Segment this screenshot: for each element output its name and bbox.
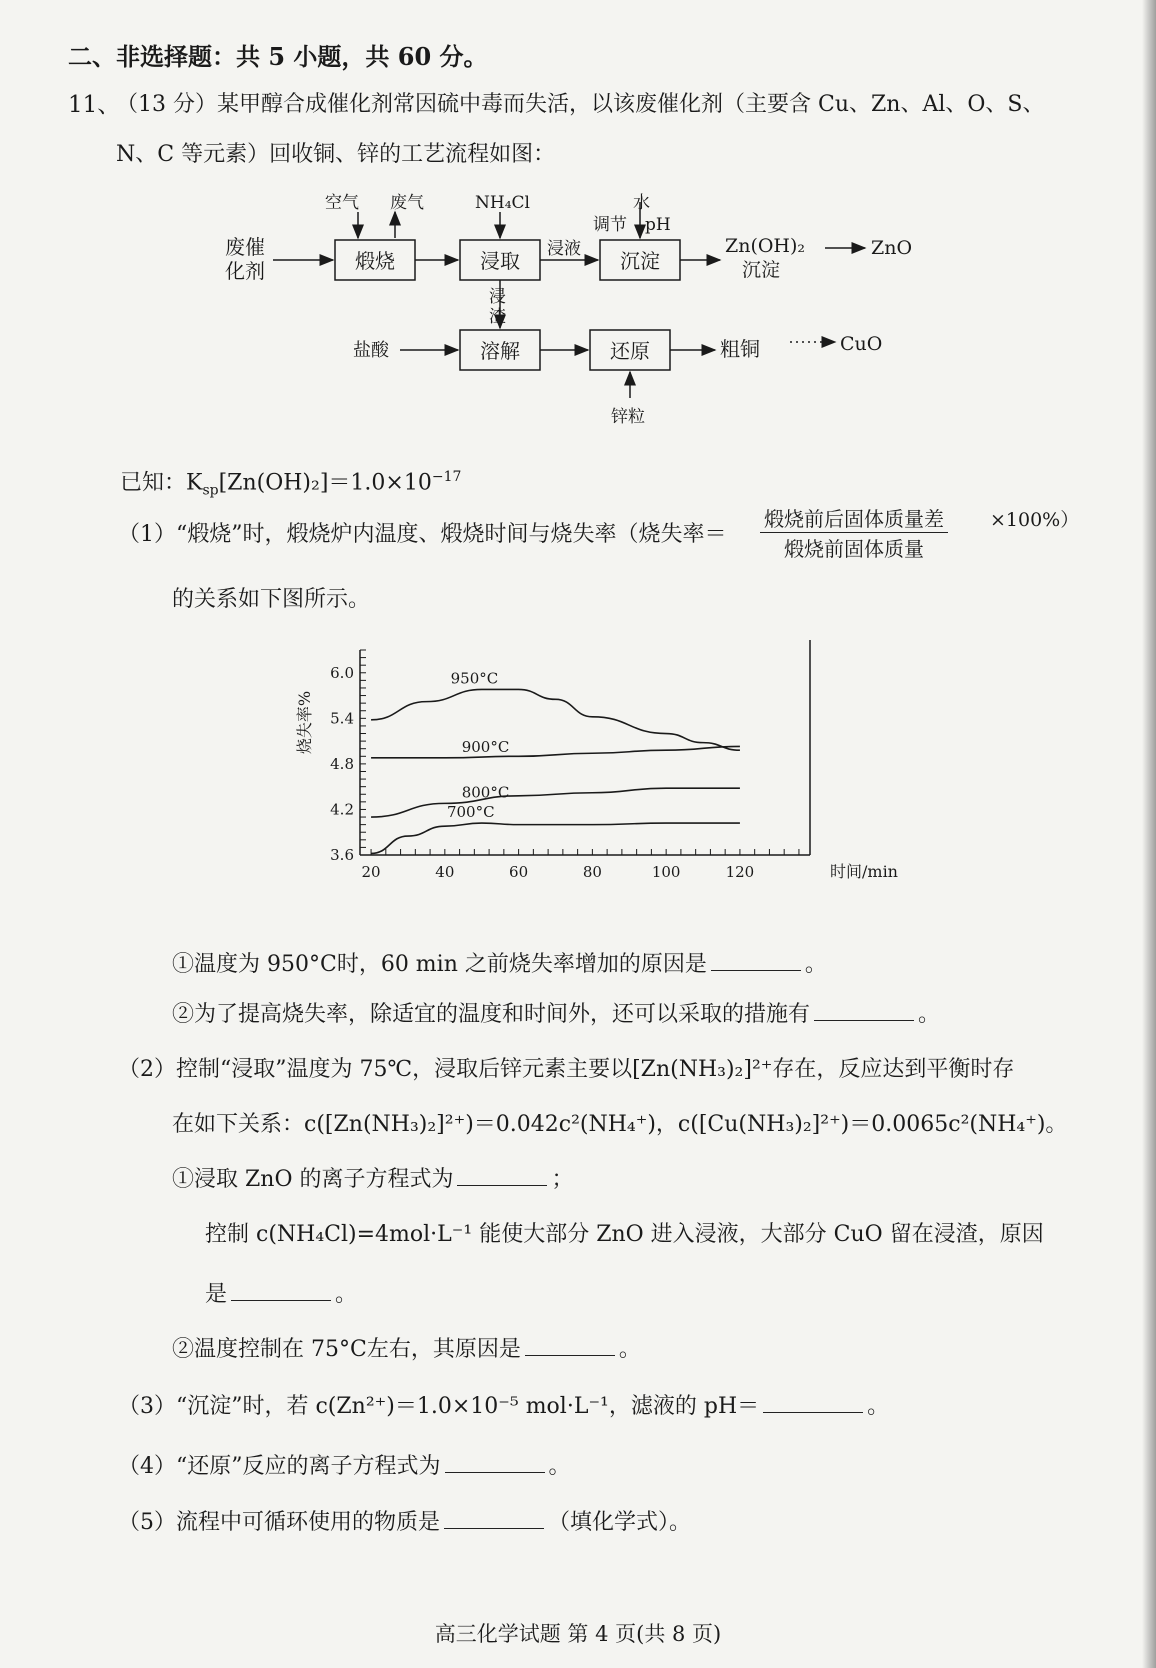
part1-q1: ①温度为 950°C时，60 min 之前烧失率增加的原因是 。	[172, 952, 827, 977]
y-tick-label: 3.6	[330, 846, 354, 864]
ph-label: pH	[645, 215, 671, 235]
x-tick-label: 40	[435, 863, 455, 881]
part1-q2: ②为了提高烧失率，除适宜的温度和时间外，还可以采取的措施有 。	[172, 1002, 941, 1027]
x-tick-label: 60	[509, 863, 529, 881]
zno-label: ZnO	[871, 237, 913, 259]
answer-blank-2-1[interactable]	[457, 1165, 547, 1186]
series-label: 800°C	[461, 783, 510, 802]
calcine-label: 煅烧	[355, 249, 395, 273]
burn-loss-fraction	[760, 503, 948, 562]
process-flow-diagram	[215, 190, 975, 450]
question-intro-line1: （13 分）某甲醇合成催化剂常因硫中毒而失活，以该废催化剂（主要含 Cu、Zn、Al、O、S、	[116, 92, 1045, 117]
fraction-tail: ×100%）	[990, 509, 1080, 531]
y-tick-label: 4.2	[330, 800, 354, 819]
section-header: 二、非选择题：共 5 小题，共 60 分。	[68, 42, 488, 71]
answer-blank-1-1[interactable]	[711, 950, 801, 971]
part2-line2: 在如下关系：c([Zn(NH₃)₂]²⁺)＝0.042c²(NH₄⁺)，c([Cu(NH₃)₂]²⁺)＝0.0065c²(NH₄⁺)。	[172, 1112, 1068, 1137]
y-tick-label: 6.0	[330, 663, 354, 682]
series-label: 900°C	[461, 737, 510, 756]
series-label: 950°C	[450, 669, 499, 688]
answer-blank-2-3[interactable]	[525, 1335, 615, 1356]
answer-blank-4[interactable]	[445, 1452, 545, 1473]
answer-blank-1-2[interactable]	[814, 1000, 914, 1021]
part2-line1: （2）控制“浸取”温度为 75℃，浸取后锌元素主要以[Zn(NH₃)₂]²⁺存在，反应达到平衡时存	[118, 1057, 1015, 1082]
x-tick-label: 80	[582, 863, 602, 881]
part2-q1: ①浸取 ZnO 的离子方程式为 ；	[172, 1167, 574, 1192]
x-tick-label: 100	[651, 863, 681, 881]
leachate-label: 浸液	[547, 239, 581, 259]
y-axis-label: 烧失率%	[295, 690, 314, 755]
input-bottom: 化剂	[225, 259, 265, 283]
burn-loss-chart	[290, 640, 898, 900]
hcl-label: 盐酸	[353, 340, 389, 361]
x-tick-label: 120	[725, 863, 755, 881]
waste-gas-label: 废气	[390, 193, 424, 213]
precipitate-label: 沉淀	[620, 249, 660, 273]
y-tick-label: 4.8	[330, 754, 354, 773]
x-axis-label: 时间/min	[830, 862, 898, 881]
crude-cu-label: 粗铜	[720, 337, 760, 361]
part4: （4）“还原”反应的离子方程式为 。	[118, 1454, 571, 1479]
question-number: 11、	[68, 92, 121, 118]
cuo-label: CuO	[840, 333, 883, 355]
known-ksp: 已知：$K_{sp}[Zn(OH)_2]=1.0\times 10^{-17}$	[120, 469, 462, 499]
adjust-label: 调节	[593, 215, 627, 235]
water-label: 水	[633, 193, 650, 213]
answer-blank-5[interactable]	[444, 1508, 544, 1529]
nh4cl-label: NH₄Cl	[475, 193, 530, 213]
part2-q2: ②温度控制在 75°C左右，其原因是 。	[172, 1337, 641, 1362]
series-label: 700°C	[446, 803, 495, 822]
x-tick-label: 20	[361, 863, 381, 881]
answer-blank-3[interactable]	[763, 1392, 863, 1413]
zinc-grains-label: 锌粒	[611, 407, 645, 427]
page-footer: 高三化学试题 第 4 页(共 8 页)	[434, 1622, 722, 1646]
fraction-numerator: 煅烧前后固体质量差	[760, 503, 948, 533]
series-line-2	[371, 788, 740, 817]
reduce-label: 还原	[610, 339, 650, 363]
znoh2-label: Zn(OH)₂	[725, 235, 806, 257]
part1-line2: 的关系如下图所示。	[172, 587, 371, 612]
part1-label: （1）“煅烧”时，煅烧炉内温度、煅烧时间与烧失率（烧失率＝	[118, 522, 727, 547]
answer-blank-2-2[interactable]	[231, 1280, 331, 1301]
leach-label: 浸取	[480, 249, 520, 273]
znoh2-sub-label: 沉淀	[742, 259, 781, 281]
dissolve-label: 溶解	[480, 339, 520, 363]
residue-bottom-label: 渣	[489, 307, 506, 327]
question-intro-line2: N、C 等元素）回收铜、锌的工艺流程如图：	[116, 142, 556, 167]
part2-q1b: 控制 c(NH₄Cl)=4mol·L⁻¹ 能使大部分 ZnO 进入浸液，大部分 CuO 留在浸渣，原因	[205, 1222, 1044, 1247]
fraction-denominator: 煅烧前固体质量	[784, 537, 924, 561]
part3: （3）“沉淀”时，若 c(Zn²⁺)＝1.0×10⁻⁵ mol·L⁻¹，滤液的 pH＝ 。	[118, 1394, 890, 1419]
part2-q1c: 是 。	[205, 1282, 358, 1307]
series-line-1	[371, 746, 740, 757]
series-line-3	[371, 823, 740, 853]
residue-top-label: 浸	[489, 287, 506, 307]
part5: （5）流程中可循环使用的物质是 （填化学式）。	[118, 1510, 692, 1535]
air-label: 空气	[325, 193, 359, 213]
page-edge-shadow	[1142, 0, 1156, 1668]
series-line-0	[371, 689, 740, 750]
input-top: 废催	[225, 235, 265, 259]
y-tick-label: 5.4	[330, 709, 354, 728]
